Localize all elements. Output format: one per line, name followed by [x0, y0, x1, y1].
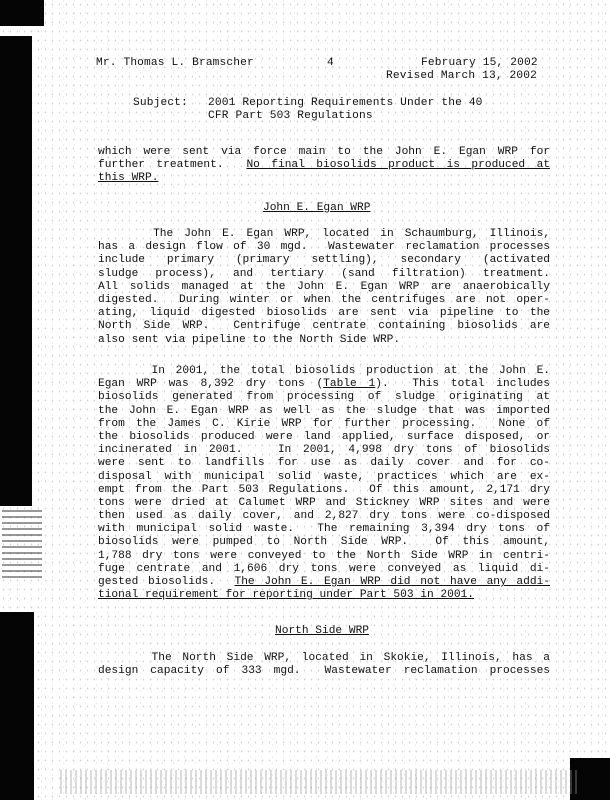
paragraph-line: sludge process), and tertiary (sand filtration) treatment. — [98, 267, 550, 280]
paragraph-line: with municipal solid waste. The remaining 3,394 dry tons of — [98, 523, 550, 536]
paragraph-line: 1,788 dry tons were conveyed to the North Side WRP in centri- — [98, 549, 550, 562]
continuation-paragraph — [98, 146, 550, 186]
underlined-phrase: Table 1 — [323, 378, 376, 391]
section-heading-north-side: North Side WRP — [275, 625, 369, 637]
paragraph-line: design capacity of 333 mgd. Wastewater reclamation processes — [98, 665, 550, 678]
paragraph-line: which were sent via force main to the John E. Egan WRP for — [98, 146, 550, 158]
paragraph-line-underlined: further treatment. No final biosolids product is produced at — [98, 159, 550, 172]
scan-edge-left-upper — [0, 36, 32, 506]
paragraph-line: gested biosolids. The John E. Egan WRP did not have any addi- — [98, 576, 550, 588]
subject-line-1: 2001 Reporting Requirements Under the 40 — [208, 97, 483, 109]
page-number: 4 — [327, 57, 334, 69]
paragraph-line: has a design flow of 30 mgd. Wastewater reclamation processes — [98, 241, 550, 254]
paragraph-line: tional requirement for reporting under Part 503 in 2001. — [98, 589, 474, 602]
paragraph-line: the John E. Egan WRP as well as the sludge that was imported — [98, 404, 550, 417]
underlined-phrase: No final biosolids product is produced at — [246, 159, 550, 172]
scan-edge-left-lower — [0, 612, 34, 800]
paragraph-line: then used as daily cover, and 2,827 dry tons were co-disposed — [98, 510, 550, 523]
paragraph-line: incinerated in 2001. In 2001, 4,998 dry tons of biosolids — [98, 444, 550, 457]
scan-margin-marks — [2, 508, 42, 578]
paragraph-line: North Side WRP. Centrifuge centrate containing biosolids are — [98, 320, 550, 333]
paragraph-line: tons were dried at Calumet WRP and Stickney WRP sites and were — [98, 496, 550, 509]
paragraph-line: The John E. Egan WRP, located in Schaumburg, Illinois, — [98, 228, 550, 240]
paragraph-line: All solids managed at the John E. Egan WRP are anaerobically — [98, 280, 550, 293]
paragraph-line: also sent via pipeline to the North Side WRP. — [98, 333, 401, 346]
paragraph-line: empt from the Part 503 Regulations. Of this amount, 2,171 dry — [98, 483, 550, 496]
underlined-phrase: The John E. Egan WRP did not have any addi- — [234, 576, 550, 588]
paragraph-line: biosolids generated from processing of sludge originating at — [98, 391, 550, 404]
scan-edge-top-left — [0, 0, 44, 26]
north-side-paragraph-1 — [98, 652, 550, 678]
paragraph-line: disposal with municipal solid waste, practices which are ex- — [98, 470, 550, 483]
paragraph-line: fuge centrate and 1,606 dry tons were conveyed as liquid di- — [98, 562, 550, 575]
paragraph-line — [98, 159, 550, 172]
paragraph-line: digested. During winter or when the centrifuges are not oper- — [98, 293, 550, 306]
paragraph-line: biosolids were pumped to North Side WRP. Of this amount, — [98, 536, 550, 549]
section-heading-egan: John E. Egan WRP — [263, 202, 371, 214]
egan-paragraph-2 — [98, 365, 550, 602]
paragraph-line: Egan WRP was 8,392 dry tons (Table 1). This total includes — [98, 378, 550, 391]
subject-line-2: CFR Part 503 Regulations — [208, 110, 373, 122]
paragraph-line: include primary (primary settling), secondary (activated — [98, 254, 550, 267]
paragraph-line: the biosolids produced were land applied, surface disposed, or — [98, 430, 550, 443]
paragraph-line: ating, liquid digested biosolids are sent via pipeline to the — [98, 307, 550, 320]
letter-date: February 15, 2002 — [421, 57, 538, 69]
revised-date: Revised March 13, 2002 — [386, 70, 537, 82]
paragraph-line: were sent to landfills for use as daily cover and for co- — [98, 457, 550, 470]
paragraph-line: this WRP. — [98, 172, 159, 185]
scan-bottom-smudge — [60, 770, 580, 794]
paragraph-line: In 2001, the total biosolids production at the John E. — [98, 365, 550, 377]
paragraph-line: from the James C. Kirie WRP for further processing. None of — [98, 417, 550, 430]
recipient-name: Mr. Thomas L. Bramscher — [96, 57, 254, 69]
egan-paragraph-1 — [98, 228, 550, 347]
paragraph-line: The North Side WRP, located in Skokie, Illinois, has a — [98, 652, 550, 664]
subject-label: Subject: — [133, 97, 188, 109]
